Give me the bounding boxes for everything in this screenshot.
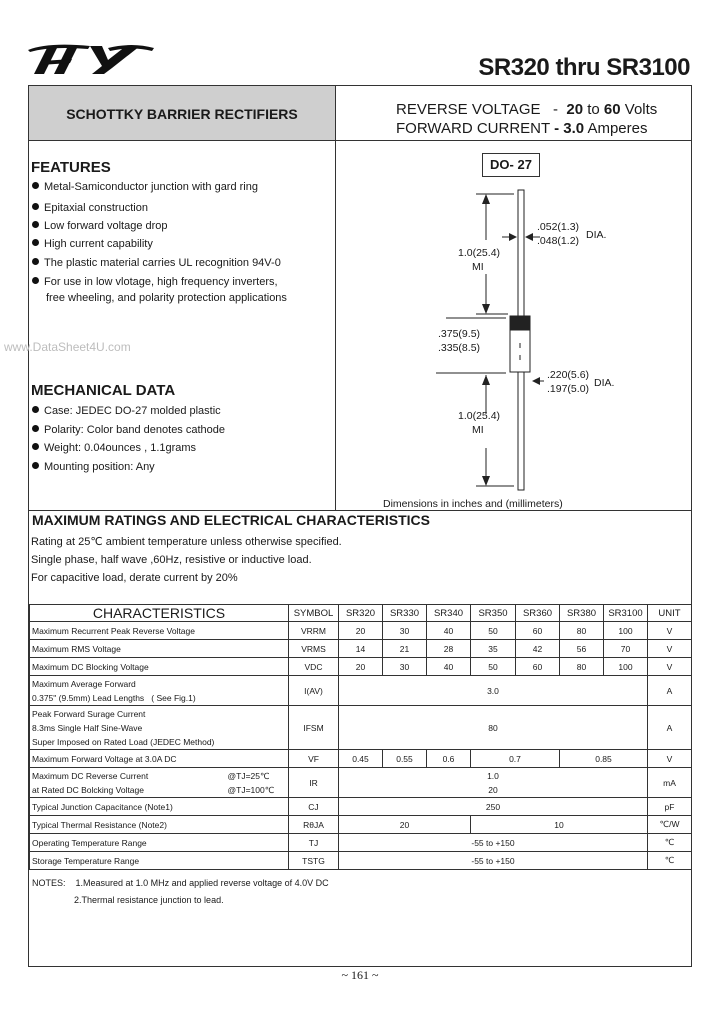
row-unit: V: [648, 622, 692, 640]
rating-condition: Rating at 25℃ ambient temperature unless otherwise specified.: [31, 536, 342, 548]
rule-header-bottom: [28, 140, 692, 141]
table-row-tstg: [30, 852, 692, 870]
row-name: Typical Thermal Resistance (Note2): [30, 816, 289, 834]
row-symbol: TSTG: [289, 852, 339, 870]
package-outline-drawing: [336, 178, 691, 508]
row-unit: ℃: [648, 834, 692, 852]
header-part: SR380: [560, 605, 604, 622]
forward-current-unit: Amperes: [587, 120, 648, 137]
row-symbol: CJ: [289, 798, 339, 816]
row-value: 0.85: [560, 750, 648, 768]
row-name: Maximum RMS Voltage: [30, 640, 289, 658]
rule-features-bottom: [28, 510, 692, 511]
reverse-voltage-min: 20: [566, 101, 584, 118]
row-value: 3.0: [339, 676, 648, 706]
notes-block: [32, 878, 329, 905]
lead-length-bottom-suffix: MI: [472, 424, 484, 436]
row-value: -55 to +150: [339, 852, 648, 870]
header-part: SR360: [516, 605, 560, 622]
row-value: 80: [339, 706, 648, 750]
lead-dia-label: DIA.: [586, 229, 607, 241]
bullet-icon: [32, 425, 39, 432]
lead-bottom: [518, 372, 524, 490]
table-row-ifsm: [30, 706, 692, 750]
bullet-icon: [32, 203, 39, 210]
lead-length-top: 1.0(25.4): [458, 247, 501, 259]
row-value: 40: [427, 658, 471, 676]
row-symbol: IR: [289, 768, 339, 798]
row-value: 0.55: [383, 750, 427, 768]
header-symbol: SYMBOL: [289, 605, 339, 622]
feature-item: Metal-Samiconductor junction with gard ring: [32, 181, 258, 193]
reverse-voltage-to: to: [587, 101, 600, 118]
row-unit: pF: [648, 798, 692, 816]
table-row-vf: [30, 750, 692, 768]
row-unit: A: [648, 676, 692, 706]
row-value: 21: [383, 640, 427, 658]
notes-label: NOTES:: [32, 878, 66, 888]
row-value: 0.45: [339, 750, 383, 768]
reverse-voltage-label: REVERSE VOLTAGE: [396, 101, 541, 118]
row-name: Storage Temperature Range: [30, 852, 289, 870]
row-unit: V: [648, 658, 692, 676]
reverse-voltage-spec: [396, 101, 657, 118]
row-value: 28: [427, 640, 471, 658]
row-value: 100: [604, 658, 648, 676]
row-value: 40: [427, 622, 471, 640]
row-unit: V: [648, 640, 692, 658]
note-item: 2.Thermal resistance junction to lead.: [74, 895, 224, 905]
mechanical-title: MECHANICAL DATA: [31, 382, 176, 399]
note-item: 1.Measured at 1.0 MHz and applied reverse voltage of 4.0V DC: [75, 878, 329, 888]
row-value: 60: [516, 622, 560, 640]
row-symbol: VF: [289, 750, 339, 768]
mechanical-item: Polarity: Color band denotes cathode: [32, 424, 225, 436]
row-value: 60: [516, 658, 560, 676]
rating-condition: For capacitive load, derate current by 20%: [31, 572, 238, 584]
forward-current-dash: -: [554, 120, 560, 137]
row-value: 30: [383, 622, 427, 640]
row-unit: A: [648, 706, 692, 750]
row-name: Maximum DC Reverse Current @TJ=25℃ at Rated DC Bolcking Voltage @TJ=100℃: [30, 768, 289, 798]
bullet-icon: [32, 277, 39, 284]
cathode-band: [510, 316, 530, 330]
forward-current-spec: [396, 120, 647, 137]
reverse-voltage-max: 60: [603, 101, 621, 118]
ratings-title: MAXIMUM RATINGS AND ELECTRICAL CHARACTERISTICS: [32, 512, 430, 528]
row-symbol: IFSM: [289, 706, 339, 750]
row-value: 42: [516, 640, 560, 658]
row-value: 70: [604, 640, 648, 658]
row-value: 10: [471, 816, 648, 834]
row-unit: ℃/W: [648, 816, 692, 834]
mechanical-item: Mounting position: Any: [32, 461, 155, 473]
row-value: 0.7: [471, 750, 560, 768]
company-logo: [28, 42, 154, 76]
hy-logo-mark: [28, 42, 154, 76]
characteristics-table: [29, 604, 692, 870]
table-row-vrrm: [30, 622, 692, 640]
forward-current-value: 3.0: [563, 120, 585, 137]
table-header-row: [30, 605, 692, 622]
body-length-min: .335(8.5): [438, 342, 481, 354]
row-unit: mA: [648, 768, 692, 798]
row-value: -55 to +150: [339, 834, 648, 852]
table-row-ir: [30, 768, 692, 798]
row-value: 30: [383, 658, 427, 676]
body-dia-min: .197(5.0): [547, 383, 590, 395]
lead-dia-min: .048(1.2): [537, 235, 580, 247]
package-name-box: DO- 27: [482, 153, 540, 177]
mechanical-item: Case: JEDEC DO-27 molded plastic: [32, 405, 221, 417]
feature-item-continuation: free wheeling, and polarity protection applications: [46, 292, 287, 304]
row-value: 56: [560, 640, 604, 658]
header-part: SR340: [427, 605, 471, 622]
mechanical-item: Weight: 0.04ounces , 1.1grams: [32, 442, 196, 454]
header-unit: UNIT: [648, 605, 692, 622]
row-value: 20: [339, 816, 471, 834]
row-value: 50: [471, 622, 516, 640]
bullet-icon: [32, 239, 39, 246]
bullet-icon: [32, 258, 39, 265]
lead-length-bottom: 1.0(25.4): [458, 410, 501, 422]
feature-item: Low forward voltage drop: [32, 220, 168, 232]
feature-item: For use in low vlotage, high frequency inverters,: [32, 276, 278, 288]
table-row-tj: [30, 834, 692, 852]
table-row-cj: [30, 798, 692, 816]
row-value: 20: [339, 658, 383, 676]
header-part: SR330: [383, 605, 427, 622]
header-part: SR3100: [604, 605, 648, 622]
lead-top: [518, 190, 524, 316]
row-symbol: VRRM: [289, 622, 339, 640]
bullet-icon: [32, 462, 39, 469]
header-characteristics: CHARACTERISTICS: [30, 605, 289, 622]
feature-item: The plastic material carries UL recognition 94V-0: [32, 257, 281, 269]
row-value: 1.0 20: [339, 768, 648, 798]
row-value: 35: [471, 640, 516, 658]
row-name: Peak Forward Surage Current 8.3ms Single Half Sine-Wave Super Imposed on Rated Load (JEDEC Method): [30, 706, 289, 750]
row-symbol: I(AV): [289, 676, 339, 706]
row-name: Operating Temperature Range: [30, 834, 289, 852]
row-symbol: VDC: [289, 658, 339, 676]
row-unit: ℃: [648, 852, 692, 870]
row-value: 100: [604, 622, 648, 640]
dimensions-caption: Dimensions in inches and (millimeters): [383, 498, 563, 510]
reverse-voltage-dash: -: [553, 101, 559, 118]
row-value: 80: [560, 658, 604, 676]
row-value: 250: [339, 798, 648, 816]
reverse-voltage-unit: Volts: [624, 101, 658, 118]
table-row-vdc: [30, 658, 692, 676]
rating-condition: Single phase, half wave ,60Hz, resistive or inductive load.: [31, 554, 312, 566]
row-name: Maximum Forward Voltage at 3.0A DC: [30, 750, 289, 768]
bullet-icon: [32, 182, 39, 189]
row-value: 20: [339, 622, 383, 640]
body-dia-max: .220(5.6): [547, 369, 590, 381]
row-name: Typical Junction Capacitance (Note1): [30, 798, 289, 816]
feature-item: Epitaxial construction: [32, 202, 148, 214]
row-symbol: TJ: [289, 834, 339, 852]
header-part: SR350: [471, 605, 516, 622]
product-type: SCHOTTKY BARRIER RECTIFIERS: [66, 106, 298, 122]
row-unit: V: [648, 750, 692, 768]
table-row-rthja: [30, 816, 692, 834]
forward-current-label: FORWARD CURRENT: [396, 120, 550, 137]
row-name: Maximum DC Blocking Voltage: [30, 658, 289, 676]
row-name: Maximum Recurrent Peak Reverse Voltage: [30, 622, 289, 640]
table-row-iav: [30, 676, 692, 706]
row-value: 0.6: [427, 750, 471, 768]
lead-dia-max: .052(1.3): [537, 221, 580, 233]
page-number: ~ 161 ~: [341, 968, 379, 982]
body-dia-label: DIA.: [594, 377, 615, 389]
row-symbol: VRMS: [289, 640, 339, 658]
lead-length-top-suffix: MI: [472, 261, 484, 273]
row-value: 50: [471, 658, 516, 676]
bullet-icon: [32, 406, 39, 413]
row-value: 14: [339, 640, 383, 658]
row-symbol: RθJA: [289, 816, 339, 834]
row-name: Maximum Average Forward 0.375" (9.5mm) Lead Lengths ( See Fig.1): [30, 676, 289, 706]
body-length-max: .375(9.5): [438, 328, 481, 340]
feature-item: High current capability: [32, 238, 153, 250]
part-range-title: SR320 thru SR3100: [478, 54, 690, 81]
bullet-icon: [32, 221, 39, 228]
bullet-icon: [32, 443, 39, 450]
row-value: 80: [560, 622, 604, 640]
table-row-vrms: [30, 640, 692, 658]
features-title: FEATURES: [31, 159, 111, 176]
watermark: www.DataSheet4U.com: [4, 340, 131, 354]
header-part: SR320: [339, 605, 383, 622]
